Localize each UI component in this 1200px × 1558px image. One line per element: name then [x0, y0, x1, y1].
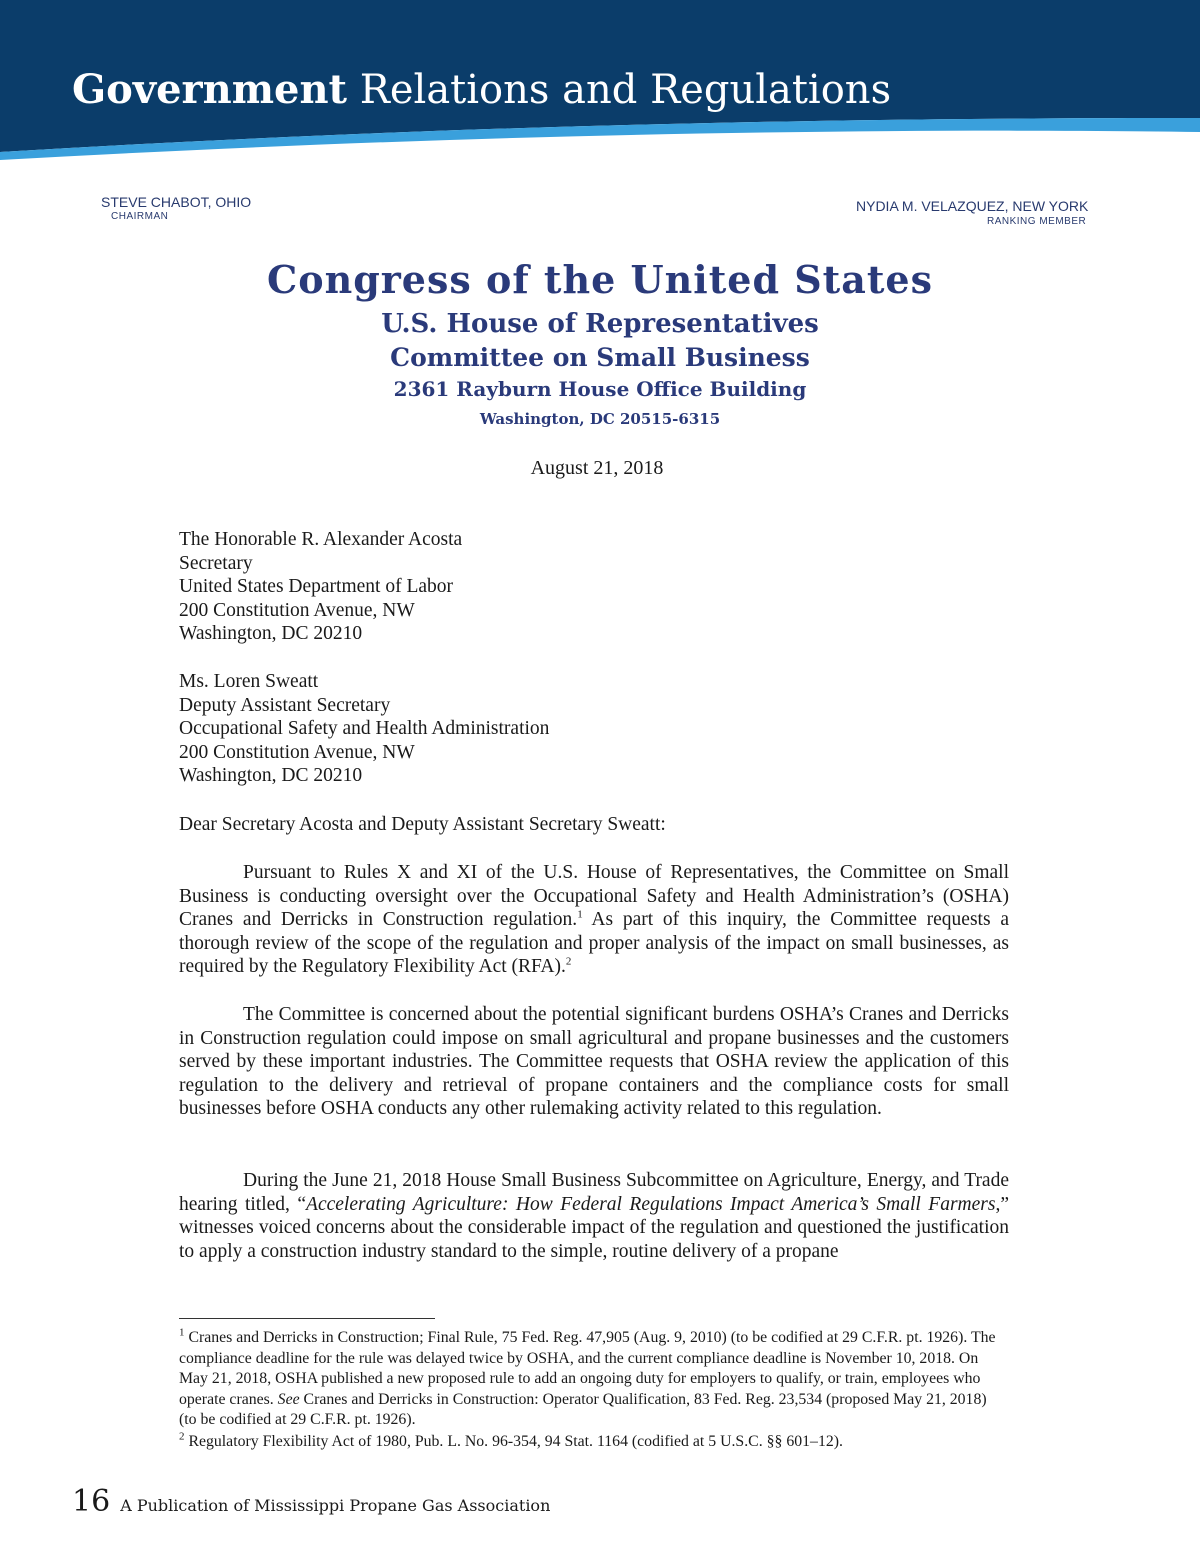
address-line: Ms. Loren Sweatt	[179, 671, 319, 692]
ranking-member-name: NYDIA M. VELAZQUEZ, NEW YORK	[856, 198, 1089, 214]
body-paragraph-3: During the June 21, 2018 House Small Business Subcommittee on Agriculture, Energy, and Trade hearing titled, “Accelerating Agriculture: How Federal Regulations Impact America’s Small Farmers,” witnesses voiced concerns about the considerable impact of the regulation and questioned the justification to apply a construction industry standard to the simple, routine delivery of a propane	[179, 1170, 1009, 1262]
chairman-name: STEVE CHABOT, OHIO	[101, 194, 252, 210]
hearing-title: Accelerating Agriculture: How Federal Regulations Impact America’s Small Farmers	[306, 1193, 996, 1215]
page-footer	[72, 1484, 550, 1519]
publication-name: A Publication of Mississippi Propane Gas Association	[120, 1496, 551, 1515]
ranking-member-role: RANKING MEMBER	[987, 216, 1087, 227]
recipient-block-1	[179, 528, 462, 646]
address-line: The Honorable R. Alexander Acosta	[179, 529, 463, 550]
letter-date: August 21, 2018	[530, 457, 664, 479]
section-title: Government Relations and Regulations	[72, 66, 892, 113]
body-paragraph-1: Pursuant to Rules X and XI of the U.S. House of Representatives, the Committee on Small Business is conducting oversight over the Occupational Safety and Health Administration’s (OSHA) Cranes and Derricks in Construction regulation.$^1$ As part of this inquiry, the Committee requests a thorough review of the scope of the regulation and proper analysis of the impact on small businesses, as required by the Regulatory Flexibility Act (RFA).$^2$	[179, 862, 1009, 978]
footnote-divider	[179, 1318, 435, 1319]
chairman-role: CHAIRMAN	[111, 211, 169, 222]
address-line: United States Department of Labor	[179, 576, 453, 598]
address-line: Occupational Safety and Health Administration	[179, 718, 550, 740]
page-number: 16	[72, 1484, 111, 1519]
letterhead-house: U.S. House of Representatives	[381, 309, 819, 339]
footnote-ref-2: 2	[565, 955, 572, 968]
letterhead-committee: Committee on Small Business	[390, 343, 810, 372]
letterhead-city: Washington, DC 20515-6315	[479, 410, 721, 428]
address-line: 200 Constitution Avenue, NW	[179, 599, 415, 621]
address-line: Washington, DC 20210	[179, 623, 363, 645]
letterhead-building: 2361 Rayburn House Office Building	[393, 377, 807, 401]
footnote-ref-1: 1	[577, 908, 583, 921]
address-line: Secretary	[179, 552, 253, 574]
recipient-block-2	[179, 670, 549, 788]
salutation: Dear Secretary Acosta and Deputy Assistant Secretary Sweatt:	[179, 814, 666, 835]
address-line: 200 Constitution Avenue, NW	[179, 741, 415, 763]
address-line: Deputy Assistant Secretary	[179, 694, 391, 716]
letterhead-congress: Congress of the United States	[267, 257, 933, 302]
address-line: Washington, DC 20210	[179, 765, 363, 787]
body-paragraph-2: The Committee is concerned about the potential significant burdens OSHA’s Cranes and Derricks in Construction regulation could impose on small agricultural and propane businesses and the customers served by these important industries. The Committee requests that OSHA review the application of this regulation to the delivery and retrieval of propane containers and the compliance costs for small businesses before OSHA conducts any other rulemaking activity related to this regulation.	[179, 1004, 1009, 1120]
footnote-1: $^1$ Cranes and Derricks in Construction; Final Rule, 75 Fed. Reg. 47,905 (Aug. 9, 2010) (to be codified at 29 C.F.R. pt. 1926). The compliance deadline for the rule was delayed twice by OSHA, and the current compliance deadline is November 10, 2018. On May 21, 2018, OSHA published a new proposed rule to add an ongoing duty for employers to qualify, or train, employees who operate cranes. See Cranes and Derricks in Construction: Operator Qualification, 83 Fed. Reg. 23,534 (proposed May 21, 2018) (to be codified at 29 C.F.R. pt. 1926).	[179, 1326, 996, 1429]
footnote-2: $^2$ Regulatory Flexibility Act of 1980, Pub. L. No. 96-354, 94 Stat. 1164 (codified at 5 U.S.C. §§ 601–12).	[179, 1430, 843, 1450]
